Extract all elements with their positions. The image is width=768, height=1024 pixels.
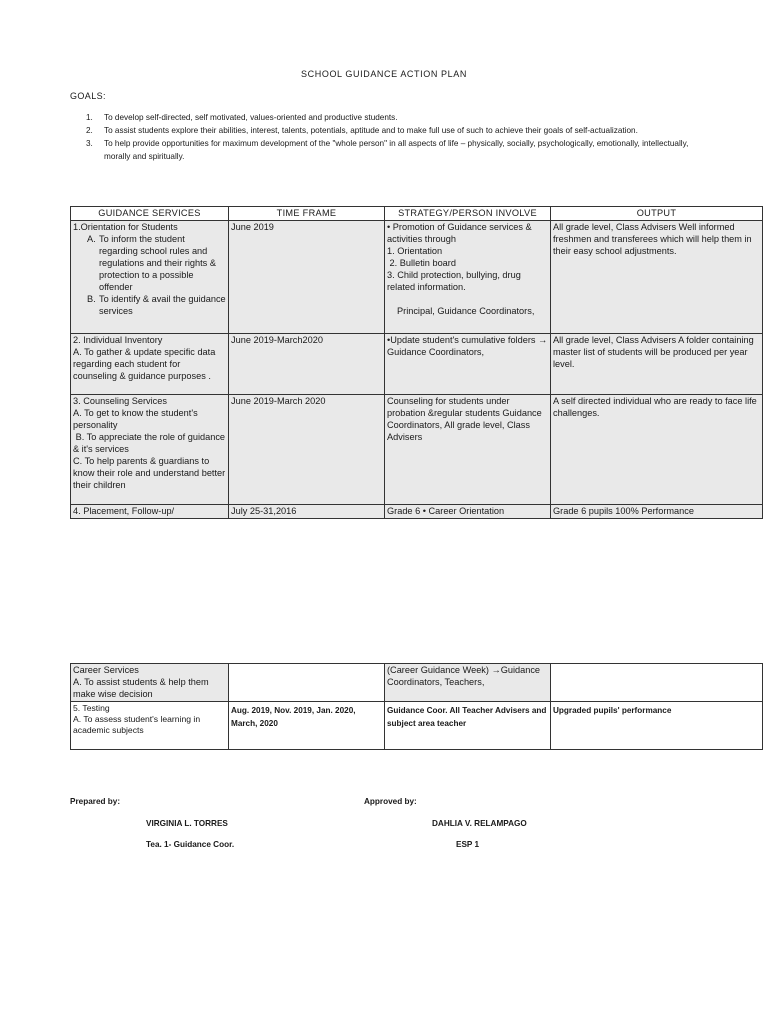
output-cell	[551, 664, 763, 702]
table-row	[71, 395, 763, 505]
goal-number: 1.	[86, 113, 93, 122]
output-cell	[551, 395, 763, 505]
strategy-text: Guidance Coor. All Teacher Advisers and subject area teacher	[387, 706, 547, 728]
goal-text: To assist students explore their abilities, interest, talents, potentials, aptitude and to make full use of such to achieve their goals of self-actualization.	[104, 126, 638, 135]
output-text: A self directed individual who are ready to face life challenges.	[553, 396, 757, 418]
strategy-text: Grade 6 • Career Orientation	[387, 506, 505, 516]
service-text: A. To assess student's learning in academic subjects	[73, 714, 201, 735]
time-text: June 2019-March2020	[231, 335, 323, 345]
goal-number: 2.	[86, 126, 93, 135]
prepared-by-label: Prepared by:	[70, 797, 121, 806]
goal-item	[86, 137, 706, 163]
strategy-text: •Update student's cumulative folders → Guidance Coordinators,	[387, 335, 548, 357]
time-text: July 25-31,2016	[231, 506, 297, 516]
strategy-line: 1. Orientation	[387, 246, 443, 256]
output-text: Upgraded pupils' performance	[553, 706, 672, 715]
table-row	[71, 221, 763, 334]
sub-letter: B.	[87, 294, 96, 304]
service-title: 2. Individual Inventory	[73, 335, 163, 345]
sub-text: To identify & avail the guidance services	[99, 294, 226, 316]
output-text: All grade level, Class Advisers A folder containing master list of students will be produced per year level.	[553, 335, 754, 369]
time-cell	[229, 505, 385, 519]
service-text: A. To gather & update specific data regarding each student for counseling & guidance purposes .	[73, 347, 216, 381]
prepared-by-name: VIRGINIA L. TORRES	[146, 819, 228, 828]
approved-by-title: ESP 1	[456, 840, 480, 849]
output-cell	[551, 221, 763, 334]
service-cell	[71, 505, 229, 519]
action-plan-table-continued	[70, 663, 763, 750]
service-cell	[71, 664, 229, 702]
service-title: 5. Testing	[73, 703, 110, 713]
approved-by-label: Approved by:	[364, 797, 417, 806]
strategy-cell	[385, 334, 551, 395]
table-row	[71, 702, 763, 750]
strategy-text: Counseling for students under probation &regular students Guidance Coordinators, All grade level, Class Advisers	[387, 396, 542, 442]
service-title: Career Services	[73, 665, 139, 675]
strategy-cell	[385, 505, 551, 519]
time-text: Aug. 2019, Nov. 2019, Jan. 2020, March, 2020	[231, 706, 356, 728]
service-cell	[71, 395, 229, 505]
document-title: SCHOOL GUIDANCE ACTION PLAN	[301, 69, 467, 79]
service-sub-item	[73, 233, 226, 293]
prepared-by-title: Tea. 1- Guidance Coor.	[146, 840, 235, 849]
table-row	[71, 334, 763, 395]
strategy-cell	[385, 395, 551, 505]
time-cell	[229, 702, 385, 750]
time-cell	[229, 395, 385, 505]
strategy-cell	[385, 664, 551, 702]
service-title: 3. Counseling Services	[73, 396, 167, 406]
action-plan-table	[70, 206, 763, 519]
table-header-row	[71, 207, 763, 221]
strategy-text: (Career Guidance Week) →Guidance Coordinators, Teachers,	[387, 665, 541, 687]
service-cell	[71, 221, 229, 334]
service-cell	[71, 334, 229, 395]
output-text: Grade 6 pupils 100% Performance	[553, 506, 694, 516]
service-text: C. To help parents & guardians to know their role and understand better their children	[73, 456, 226, 490]
output-cell	[551, 702, 763, 750]
service-sub-item	[73, 293, 226, 317]
time-cell	[229, 221, 385, 334]
sub-letter: A.	[87, 234, 96, 244]
output-cell	[551, 334, 763, 395]
goal-number: 3.	[86, 139, 93, 148]
goal-text: To develop self-directed, self motivated, values-oriented and productive students.	[104, 113, 398, 122]
service-text: 4. Placement, Follow-up/	[73, 506, 175, 516]
service-text: A. To assist students & help them make wise decision	[73, 677, 209, 699]
time-cell	[229, 334, 385, 395]
strategy-cell	[385, 221, 551, 334]
strategy-cell	[385, 702, 551, 750]
strategy-line: Principal, Guidance Coordinators,	[397, 306, 535, 316]
sub-text: To inform the student regarding school rules and regulations and their rights & protection to a possible offender	[99, 234, 216, 292]
service-text: B. To appreciate the role of guidance & it's services	[73, 432, 228, 454]
output-cell	[551, 505, 763, 519]
header-time-frame: TIME FRAME	[229, 207, 385, 221]
header-strategy: STRATEGY/PERSON INVOLVE	[385, 207, 551, 221]
goal-item	[86, 111, 706, 124]
service-text: A. To get to know the student's personality	[73, 408, 198, 430]
header-output: OUTPUT	[551, 207, 763, 221]
goals-list	[86, 111, 706, 163]
table-row	[71, 505, 763, 519]
strategy-line: • Promotion of Guidance services & activities through	[387, 222, 532, 244]
goals-label: GOALS:	[70, 91, 106, 101]
time-text: June 2019	[231, 222, 274, 232]
approved-by-name: DAHLIA V. RELAMPAGO	[432, 819, 527, 828]
time-cell	[229, 664, 385, 702]
service-cell	[71, 702, 229, 750]
strategy-line: 3. Child protection, bullying, drug related information.	[387, 270, 521, 292]
goal-text: To help provide opportunities for maximum development of the "whole person" in all aspects of life – physically, socially, psychologically, emotionally, intellectually, morally and spiritually.	[104, 139, 689, 161]
header-guidance-services: GUIDANCE SERVICES	[71, 207, 229, 221]
time-text: June 2019-March 2020	[231, 396, 326, 406]
service-title: 1.Orientation for Students	[73, 222, 178, 232]
strategy-line: 2. Bulletin board	[387, 258, 456, 268]
table-row	[71, 664, 763, 702]
output-text: All grade level, Class Advisers Well informed freshmen and transferees which will help them in their easy school adjustments.	[553, 222, 752, 256]
goal-item	[86, 124, 706, 137]
